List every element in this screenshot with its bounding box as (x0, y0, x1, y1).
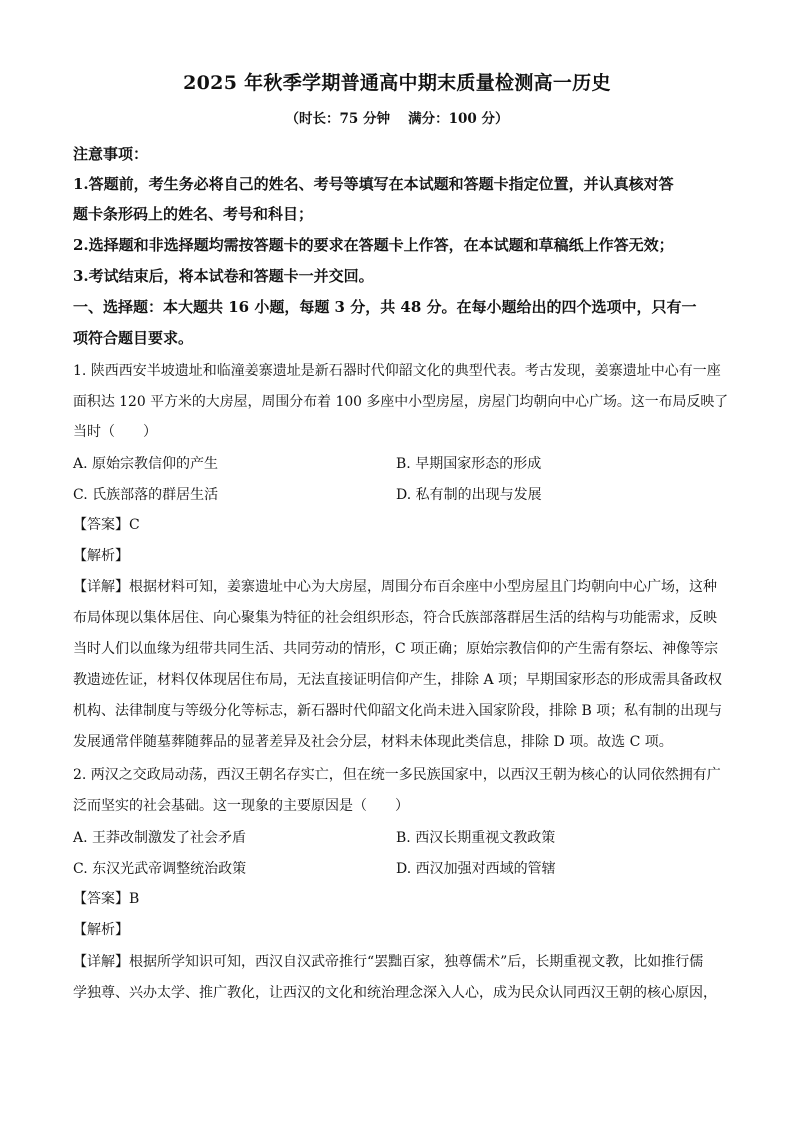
note-line: 3.考试结束后，将本试卷和答题卡一并交回。 (73, 267, 374, 285)
question-1-option-d: D. 私有制的出现与发展 (396, 487, 542, 503)
question-2-option-a: A. 王莽改制激发了社会矛盾 (73, 830, 247, 846)
page-title: 2025 年秋季学期普通高中期末质量检测高一历史 (183, 72, 611, 94)
question-1-option-a: A. 原始宗教信仰的产生 (73, 456, 219, 472)
question-1-answer: 【答案】C (73, 517, 140, 533)
section-heading: 项符合题目要求。 (73, 329, 194, 347)
question-2-option-b: B. 西汉长期重视文教政策 (396, 830, 556, 846)
notes-heading: 注意事项： (73, 145, 149, 163)
question-1-detail: 当时人们以血缘为纽带共同生活、共同劳动的情形，C 项正确；原始宗教信仰的产生需有祭坛、神像等宗 (73, 641, 719, 657)
note-line: 2.选择题和非选择题均需按答题卡的要求在答题卡上作答，在本试题和草稿纸上作答无效； (73, 236, 674, 254)
question-2-detail: 【详解】根据所学知识可知，西汉自汉武帝推行“罢黜百家，独尊儒术”后，长期重视文教，比如推行儒 (73, 954, 704, 970)
question-1-detail: 教遗迹佐证，材料仅体现居住布局，无法直接证明信仰产生，排除 A 项；早期国家形态的形成需具备政权 (73, 672, 723, 688)
question-2-analysis-label: 【解析】 (73, 922, 129, 938)
question-1-detail: 【详解】根据材料可知，姜寨遗址中心为大房屋，周围分布百余座中小型房屋且门均朝向中心广场，这种 (73, 579, 717, 595)
question-1-analysis-label: 【解析】 (73, 548, 129, 564)
question-1-detail: 机构、法律制度与等级分化等标志，新石器时代仰韶文化尚未进入国家阶段，排除 B 项；私有制的出现与 (73, 703, 723, 719)
question-1-detail: 发展通常伴随墓葬随葬品的显著差异及社会分层，材料未体现此类信息，排除 D 项。故选 C 项。 (73, 734, 673, 750)
question-2-answer: 【答案】B (73, 891, 140, 907)
note-line: 题卡条形码上的姓名、考号和科目； (73, 205, 314, 223)
question-2-detail: 学独尊、兴办太学、推广教化，让西汉的文化和统治理念深入人心，成为民众认同西汉王朝的核心原因， (73, 985, 717, 1001)
question-1-option-b: B. 早期国家形态的形成 (396, 456, 542, 472)
question-2-stem: 泛而坚实的社会基础。这一现象的主要原因是（ ） (73, 798, 409, 814)
question-2-stem: 2. 两汉之交政局动荡，西汉王朝名存实亡，但在统一多民族国家中，以西汉王朝为核心的认同依然拥有广 (73, 767, 721, 783)
question-1-stem: 面积达 120 平方米的大房屋，周围分布着 100 多座中小型房屋，房屋门均朝向中心广场。这一布局反映了 (73, 394, 729, 410)
question-1-stem: 1. 陕西西安半坡遗址和临潼姜寨遗址是新石器时代仰韶文化的典型代表。考古发现，姜寨遗址中心有一座 (73, 363, 721, 379)
exam-duration-score: （时长：75 分钟 满分：100 分） (285, 111, 509, 127)
question-2-option-c: C. 东汉光武帝调整统治政策 (73, 861, 247, 877)
question-1-option-c: C. 氏族部落的群居生活 (73, 487, 219, 503)
note-line: 1.答题前，考生务必将自己的姓名、考号等填写在本试题和答题卡指定位置，并认真核对答 (73, 175, 674, 193)
question-2-option-d: D. 西汉加强对西域的管辖 (396, 861, 556, 877)
question-1-detail: 布局体现以集体居住、向心聚集为特征的社会组织形态，符合氏族部落群居生活的结构与功能需求，反映 (73, 610, 717, 626)
section-heading: 一、选择题：本大题共 16 小题，每题 3 分，共 48 分。在每小题给出的四个选项中，只有一 (73, 298, 697, 316)
question-1-stem: 当时（ ） (73, 424, 157, 440)
